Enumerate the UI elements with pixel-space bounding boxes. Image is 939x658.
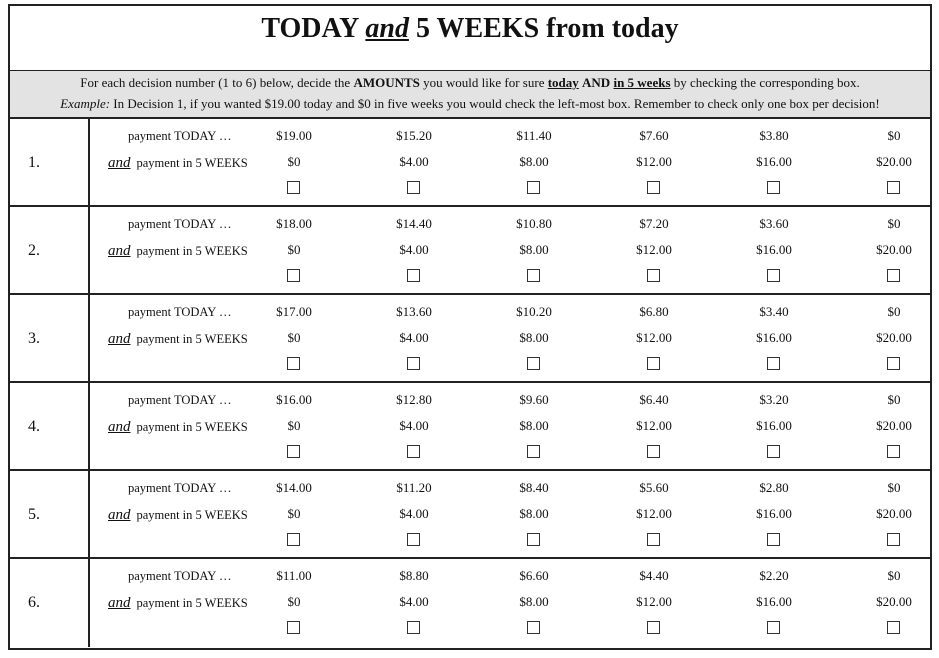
and-word: and	[108, 595, 131, 611]
form-title	[10, 6, 930, 70]
decision-number: 5.	[10, 471, 90, 557]
decision-number: 4.	[10, 383, 90, 469]
today-amount: $14.40	[396, 216, 432, 231]
today-amount: $8.80	[399, 568, 429, 583]
instr-and: AND	[582, 75, 611, 90]
decision-row	[10, 471, 930, 559]
weeks-amount: $12.00	[636, 594, 672, 609]
weeks-amount: $8.00	[519, 242, 549, 257]
option-checkbox[interactable]	[527, 357, 540, 370]
weeks-amount: $4.00	[399, 242, 429, 257]
option-checkbox[interactable]	[647, 269, 660, 282]
option-checkbox[interactable]	[767, 357, 780, 370]
option-checkbox[interactable]	[767, 269, 780, 282]
today-amount: $3.40	[759, 304, 789, 319]
example-text: In Decision 1, if you wanted $19.00 today and $0 in five weeks you would check the left-most box. Remember to check only one box per decision!	[113, 96, 880, 111]
weeks-amount: $4.00	[399, 330, 429, 345]
payment-weeks-text: payment in 5 WEEKS	[136, 244, 248, 258]
payment-weeks-text: payment in 5 WEEKS	[136, 156, 248, 170]
today-amount: $6.80	[639, 304, 669, 319]
instr-amounts: AMOUNTS	[353, 75, 420, 90]
payment-today-label: payment TODAY …	[128, 393, 232, 407]
instr-in-5-weeks: in 5 weeks	[613, 75, 671, 90]
today-amount: $6.40	[639, 392, 669, 407]
today-amount: $0	[887, 216, 901, 231]
and-word: and	[108, 331, 131, 347]
weeks-amount: $20.00	[876, 418, 912, 433]
and-word: and	[108, 243, 131, 259]
and-word: and	[108, 507, 131, 523]
weeks-amount: $0	[287, 242, 301, 257]
payment-weeks-text: payment in 5 WEEKS	[136, 508, 248, 522]
today-amount: $0	[887, 392, 901, 407]
weeks-amount: $8.00	[519, 330, 549, 345]
payment-weeks-label	[108, 507, 248, 524]
today-amount: $7.20	[639, 216, 669, 231]
option-checkbox[interactable]	[887, 445, 900, 458]
and-word: and	[108, 419, 131, 435]
option-checkbox[interactable]	[527, 269, 540, 282]
weeks-amount: $16.00	[756, 330, 792, 345]
option-checkbox[interactable]	[287, 445, 300, 458]
today-amount: $8.40	[519, 480, 549, 495]
payment-today-label: payment TODAY …	[128, 481, 232, 495]
weeks-amount: $4.00	[399, 506, 429, 521]
payment-weeks-label	[108, 155, 248, 172]
today-amount: $11.20	[396, 480, 432, 495]
payment-weeks-text: payment in 5 WEEKS	[136, 420, 248, 434]
weeks-amount: $16.00	[756, 418, 792, 433]
option-checkbox[interactable]	[767, 445, 780, 458]
option-checkbox[interactable]	[407, 357, 420, 370]
weeks-amount: $20.00	[876, 594, 912, 609]
weeks-amount: $16.00	[756, 242, 792, 257]
payment-today-label: payment TODAY …	[128, 569, 232, 583]
option-checkbox[interactable]	[527, 621, 540, 634]
today-amount: $10.80	[516, 216, 552, 231]
option-checkbox[interactable]	[647, 445, 660, 458]
instr-text-a: For each decision number (1 to 6) below, decide the	[80, 75, 351, 90]
today-amount: $11.40	[516, 128, 552, 143]
option-checkbox[interactable]	[887, 533, 900, 546]
payment-today-label: payment TODAY …	[128, 305, 232, 319]
decision-number: 3.	[10, 295, 90, 381]
today-amount: $0	[887, 480, 901, 495]
weeks-amount: $20.00	[876, 330, 912, 345]
weeks-amount: $12.00	[636, 242, 672, 257]
weeks-amount: $16.00	[756, 594, 792, 609]
payment-today-label: payment TODAY …	[128, 217, 232, 231]
today-amount: $19.00	[276, 128, 312, 143]
title-weeks: 5 WEEKS from today	[415, 13, 679, 44]
option-checkbox[interactable]	[647, 181, 660, 194]
weeks-amount: $20.00	[876, 506, 912, 521]
decision-row	[10, 559, 930, 647]
today-amount: $10.20	[516, 304, 552, 319]
option-checkbox[interactable]	[287, 269, 300, 282]
option-checkbox[interactable]	[407, 269, 420, 282]
today-amount: $7.60	[639, 128, 669, 143]
option-checkbox[interactable]	[887, 181, 900, 194]
today-amount: $3.60	[759, 216, 789, 231]
weeks-amount: $0	[287, 418, 301, 433]
decision-row	[10, 207, 930, 295]
weeks-amount: $8.00	[519, 506, 549, 521]
today-amount: $9.60	[519, 392, 549, 407]
today-amount: $5.60	[639, 480, 669, 495]
today-amount: $17.00	[276, 304, 312, 319]
today-amount: $3.80	[759, 128, 789, 143]
decision-row	[10, 119, 930, 207]
weeks-amount: $8.00	[519, 594, 549, 609]
option-checkbox[interactable]	[407, 621, 420, 634]
weeks-amount: $16.00	[756, 154, 792, 169]
weeks-amount: $4.00	[399, 594, 429, 609]
option-checkbox[interactable]	[407, 181, 420, 194]
weeks-amount: $20.00	[876, 154, 912, 169]
decision-row	[10, 295, 930, 383]
weeks-amount: $8.00	[519, 418, 549, 433]
instr-text-b: you would like for sure	[423, 75, 545, 90]
option-checkbox[interactable]	[647, 357, 660, 370]
weeks-amount: $12.00	[636, 154, 672, 169]
today-amount: $14.00	[276, 480, 312, 495]
weeks-amount: $20.00	[876, 242, 912, 257]
decision-number: 1.	[10, 119, 90, 205]
option-checkbox[interactable]	[527, 533, 540, 546]
option-checkbox[interactable]	[287, 181, 300, 194]
option-checkbox[interactable]	[527, 445, 540, 458]
decision-form	[8, 4, 932, 650]
payment-weeks-text: payment in 5 WEEKS	[136, 332, 248, 346]
option-checkbox[interactable]	[647, 533, 660, 546]
option-checkbox[interactable]	[407, 533, 420, 546]
option-checkbox[interactable]	[767, 181, 780, 194]
option-checkbox[interactable]	[887, 357, 900, 370]
instr-today: today	[547, 75, 579, 90]
title-and: and	[365, 13, 409, 44]
decision-row	[10, 383, 930, 471]
instr-text-c: by checking the corresponding box.	[673, 75, 860, 90]
decision-number: 2.	[10, 207, 90, 293]
payment-weeks-text: payment in 5 WEEKS	[136, 596, 248, 610]
option-checkbox[interactable]	[647, 621, 660, 634]
payment-weeks-label	[108, 419, 248, 436]
today-amount: $12.80	[396, 392, 432, 407]
option-checkbox[interactable]	[407, 445, 420, 458]
option-checkbox[interactable]	[887, 621, 900, 634]
option-checkbox[interactable]	[287, 357, 300, 370]
today-amount: $11.00	[276, 568, 312, 583]
decision-number: 6.	[10, 559, 90, 647]
payment-weeks-label	[108, 243, 248, 260]
today-amount: $3.20	[759, 392, 789, 407]
option-checkbox[interactable]	[527, 181, 540, 194]
instructions-panel	[10, 70, 930, 119]
weeks-amount: $0	[287, 506, 301, 521]
today-amount: $0	[887, 568, 901, 583]
option-checkbox[interactable]	[767, 533, 780, 546]
weeks-amount: $12.00	[636, 506, 672, 521]
today-amount: $0	[887, 304, 901, 319]
today-amount: $0	[887, 128, 901, 143]
today-amount: $6.60	[519, 568, 549, 583]
title-today: TODAY	[261, 13, 359, 44]
payment-weeks-label	[108, 331, 248, 348]
today-amount: $2.80	[759, 480, 789, 495]
option-checkbox[interactable]	[287, 621, 300, 634]
example-label: Example:	[60, 96, 111, 111]
weeks-amount: $4.00	[399, 418, 429, 433]
payment-today-label: payment TODAY …	[128, 129, 232, 143]
today-amount: $18.00	[276, 216, 312, 231]
and-word: and	[108, 155, 131, 171]
weeks-amount: $8.00	[519, 154, 549, 169]
decision-rows	[10, 119, 930, 648]
weeks-amount: $0	[287, 330, 301, 345]
today-amount: $13.60	[396, 304, 432, 319]
instructions-example	[10, 96, 930, 112]
instructions-line-1	[10, 75, 930, 91]
weeks-amount: $0	[287, 154, 301, 169]
weeks-amount: $12.00	[636, 418, 672, 433]
weeks-amount: $16.00	[756, 506, 792, 521]
weeks-amount: $0	[287, 594, 301, 609]
payment-weeks-label	[108, 595, 248, 612]
option-checkbox[interactable]	[287, 533, 300, 546]
today-amount: $2.20	[759, 568, 789, 583]
option-checkbox[interactable]	[767, 621, 780, 634]
option-checkbox[interactable]	[887, 269, 900, 282]
today-amount: $4.40	[639, 568, 669, 583]
today-amount: $16.00	[276, 392, 312, 407]
weeks-amount: $12.00	[636, 330, 672, 345]
today-amount: $15.20	[396, 128, 432, 143]
weeks-amount: $4.00	[399, 154, 429, 169]
